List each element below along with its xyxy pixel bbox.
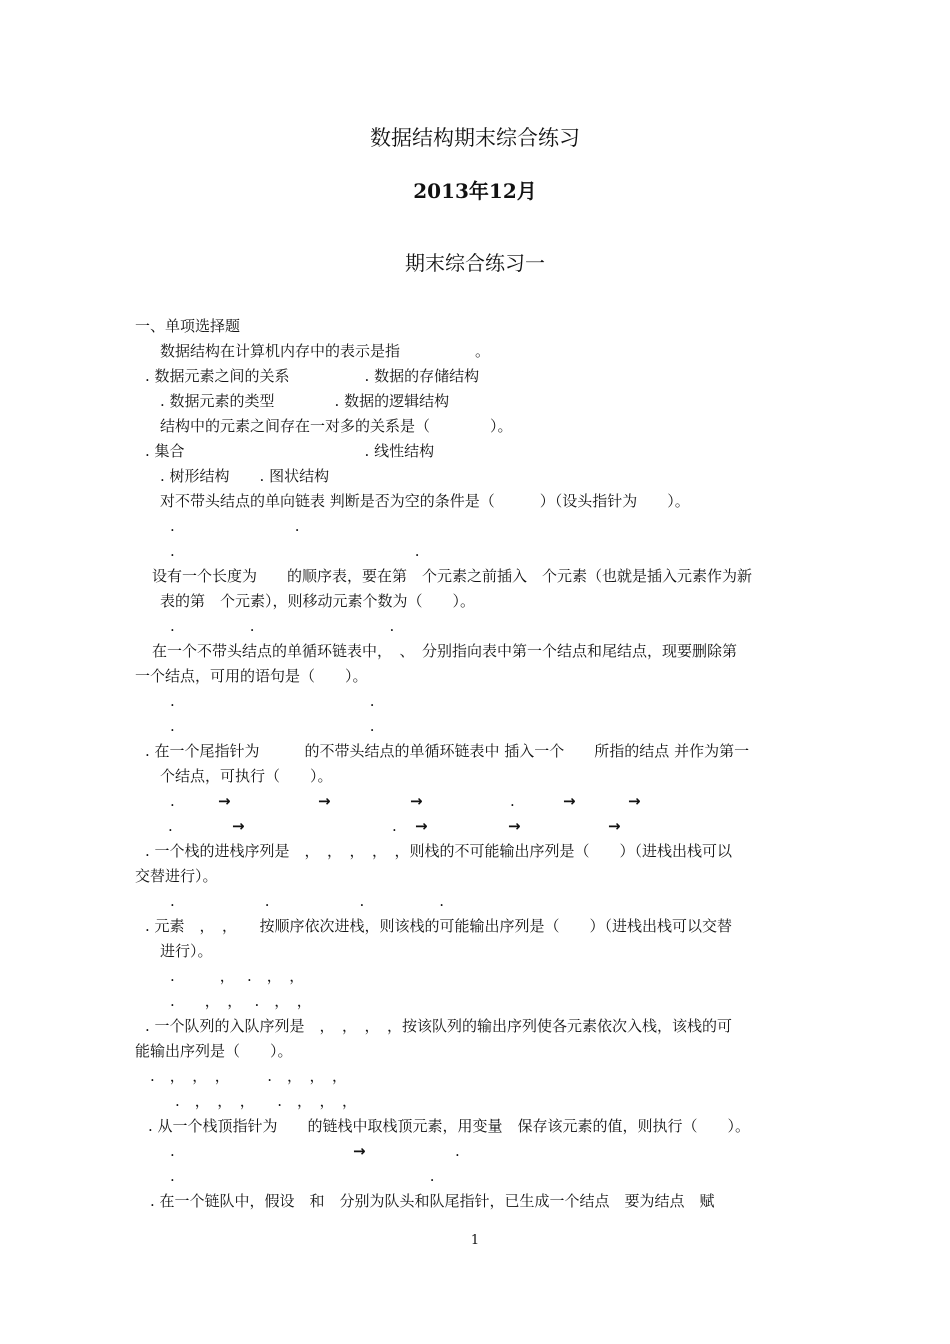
question-10-option-b-marker: . <box>455 1142 460 1160</box>
document-title: 数据结构期末综合练习 <box>370 126 580 150</box>
question-11-stem: . 在一个链队中，假设 和 分别为队头和队尾指针，已生成一个结点 要为结点 赋 <box>150 1192 715 1210</box>
question-1-stem: 数据结构在计算机内存中的表示是指 。 <box>160 342 491 360</box>
question-8-options-cd: . ， ， . ， ， <box>170 992 312 1010</box>
arrow-icon: → <box>415 817 428 835</box>
question-5-stem-cont: 一个结点，可用的语句是（ ）。 <box>135 667 368 685</box>
question-10-option-a-marker: . <box>170 1142 175 1160</box>
question-10-options-cd: . . <box>170 1167 435 1185</box>
question-6-option-a-marker: . <box>170 792 175 810</box>
question-1-options-ab: . 数据元素之间的关系 . 数据的存储结构 <box>145 367 480 385</box>
question-6-option-c-marker: . <box>168 817 173 835</box>
question-7-options: . . . . <box>170 892 445 910</box>
question-2-options-cd: . 树形结构 . 图状结构 <box>160 467 330 485</box>
question-9-stem-cont: 能输出序列是（ ）。 <box>135 1042 293 1060</box>
question-9-options-ab: . ， ， ， . ， ， ， <box>150 1067 348 1085</box>
question-3-stem: 对不带头结点的单向链表 判断是否为空的条件是（ ）（设头指针为 ）。 <box>160 492 690 510</box>
question-8-stem: . 元素 ， ， 按顺序依次进栈，则该栈的可能输出序列是（ ）（进栈出栈可以交替 <box>145 917 733 935</box>
question-4-stem-cont: 表的第 个元素），则移动元素个数为（ ）。 <box>160 592 476 610</box>
section-title: 期末综合练习一 <box>405 251 545 275</box>
question-5-stem: 在一个不带头结点的单循环链表中， 、 分别指向表中第一个结点和尾结点，现要删除第 <box>152 642 738 660</box>
question-2-stem: 结构中的元素之间存在一对多的关系是（ ）。 <box>160 417 513 435</box>
arrow-icon: → <box>318 792 331 810</box>
arrow-icon: → <box>608 817 621 835</box>
question-9-options-cd: . ， ， ， . ， ， ， <box>175 1092 358 1110</box>
arrow-icon: → <box>628 792 641 810</box>
arrow-icon: → <box>410 792 423 810</box>
question-6-stem-cont: 个结点，可执行（ ）。 <box>160 767 333 785</box>
question-8-stem-cont: 进行）。 <box>160 942 213 960</box>
arrow-icon: → <box>218 792 231 810</box>
question-6-stem: . 在一个尾指针为 的不带头结点的单循环链表中 插入一个 所指的结点 并作为第一 <box>145 742 750 760</box>
question-3-options-ab: . . <box>170 517 300 535</box>
question-6-option-d-marker: . <box>392 817 397 835</box>
question-4-options: . . . <box>170 617 395 635</box>
arrow-icon: → <box>232 817 245 835</box>
question-7-stem-cont: 交替进行）。 <box>135 867 218 885</box>
question-7-stem: . 一个栈的进栈序列是 ， ， ， ， ，则栈的不可能输出序列是（ ）（进栈出栈可以 <box>145 842 733 860</box>
question-5-options-ab: . . <box>170 692 375 710</box>
arrow-icon: → <box>563 792 576 810</box>
question-2-options-ab: . 集合 . 线性结构 <box>145 442 435 460</box>
question-8-options-ab: . ， . ， ， <box>170 967 305 985</box>
question-3-options-cd: . . <box>170 542 420 560</box>
question-1-options-cd: . 数据元素的类型 . 数据的逻辑结构 <box>160 392 450 410</box>
arrow-icon: → <box>353 1142 366 1160</box>
question-6-option-b-marker: . <box>510 792 515 810</box>
arrow-icon: → <box>508 817 521 835</box>
question-type-heading: 一、单项选择题 <box>135 317 241 335</box>
document-date: 2013年12月 <box>413 179 537 203</box>
question-4-stem: 设有一个长度为 的顺序表，要在第 个元素之前插入 个元素（也就是插入元素作为新 <box>152 567 753 585</box>
question-9-stem: . 一个队列的入队序列是 ， ， ， ，按该队列的输出序列使各元素依次入栈，该栈的可 <box>145 1017 733 1035</box>
question-10-stem: . 从一个栈顶指针为 的链栈中取栈顶元素，用变量 保存该元素的值，则执行（ ）。 <box>148 1117 751 1135</box>
page-number: 1 <box>470 1233 480 1248</box>
question-5-options-cd: . . <box>170 717 375 735</box>
